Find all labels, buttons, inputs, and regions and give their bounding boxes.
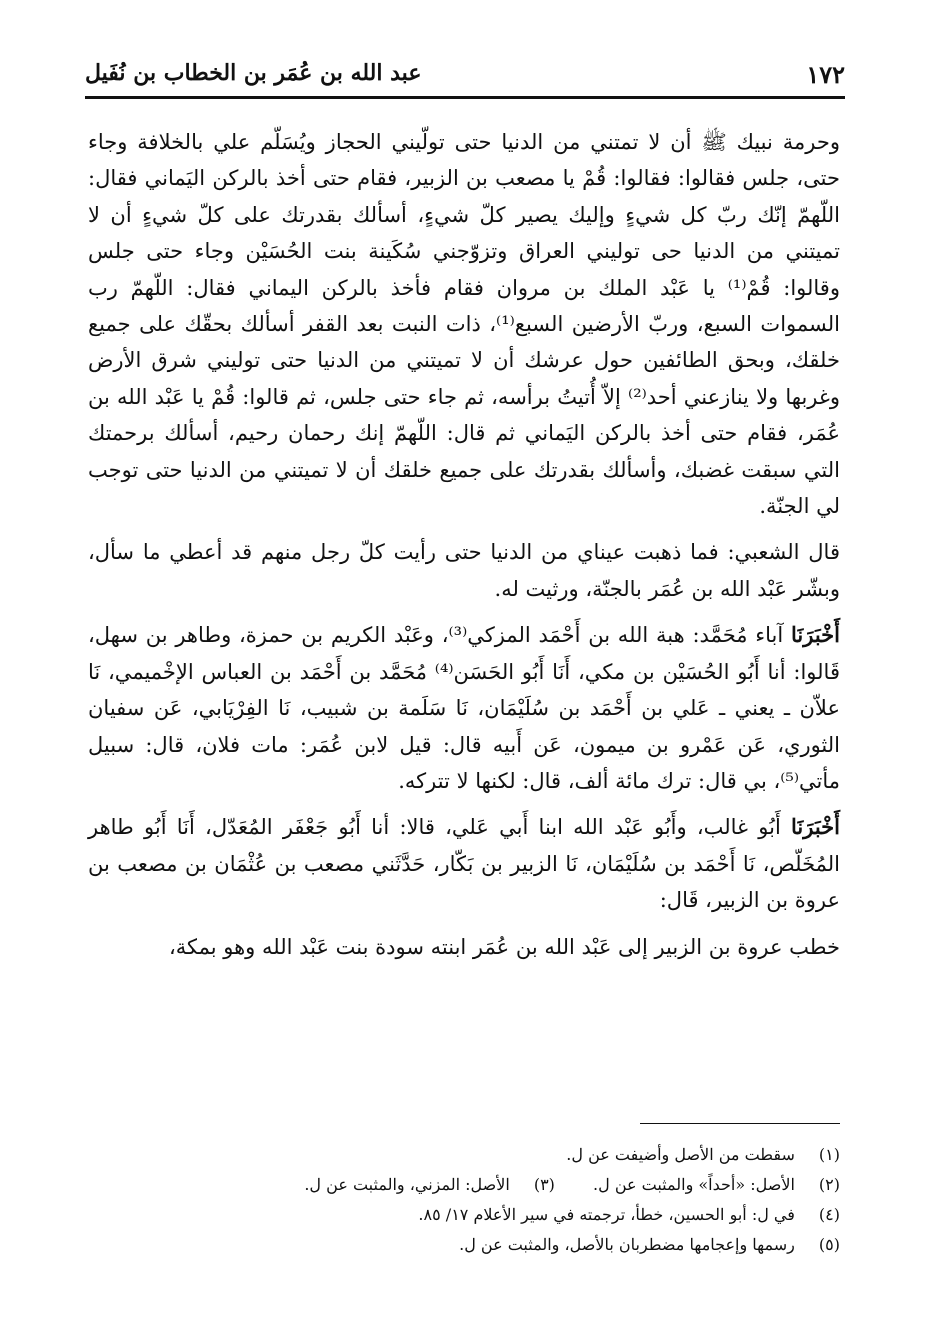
footnote-divider xyxy=(640,1123,840,1124)
header-divider xyxy=(85,96,845,99)
paragraph-3-lead-word: أَخْبَرَنَا xyxy=(791,622,840,648)
footnote-2-text: الأصل: «أحداً» والمثبت عن ل. xyxy=(593,1175,795,1194)
footnote-3-text: الأصل: المزني، والمثبت عن ل. xyxy=(304,1175,510,1194)
footnote-5 xyxy=(140,1230,840,1260)
footnote-4-text: في ل: أبو الحسين، خطأ، ترجمته في سير الأعلام ١٧/ ٨٥. xyxy=(418,1205,795,1224)
paragraph-1 xyxy=(88,124,840,524)
paragraph-4-lead-word: أَخْبَرَنَا xyxy=(791,814,840,840)
footnote-5-number: (٥) xyxy=(818,1235,840,1254)
paragraph-3-text: آباء مُحَمَّد: هبة الله بن أَحْمَد المزكي⁽³⁾، وعَبْد الكريم بن حمزة، وطاهر بن سهل، قَالوا: أنا أَبُو الحُسَيْن بن مكي، أَنَا أَبُو الحَسَن⁽⁴⁾ مُحَمَّد بن أَحْمَد بن العباس الإخْميمي، نَا علاّن ـ يعني ـ عَلي بن أَحْمَد بن سُلَيْمَان، نَا سَلَمة بن شبيب، نَا الفِرْيَابي، عَن سفيان الثوري، عَن عَمْرو بن ميمون، عَن أَبيه قال: قيل لابن عُمَر: مات فلان، قال: سبيل مأتي⁽⁵⁾، بي قال: ترك مائة ألف، قال: لكنها لا تتركه. xyxy=(88,623,840,793)
paragraph-2 xyxy=(88,534,840,607)
footnote-1-number: (١) xyxy=(818,1145,840,1164)
paragraph-5 xyxy=(88,929,840,965)
paragraph-5-text: خطب عروة بن الزبير إلى عَبْد الله بن عُمَر ابنته سودة بنت عَبْد الله وهو بمكة، xyxy=(168,934,840,959)
paragraph-1-text: وحرمة نبيك ﷺ أن لا تمتني من الدنيا حتى تولّيني الحجاز ويُسَلّم علي بالخلافة وجاء حتى، جلس فقالوا: فقالوا: قُمْ يا مصعب بن الزبير، فقام حتى أخذ بالركن اليَماني فقال: اللّهمّ إنّك ربّ كل شيءٍ وإليك يصير كلّ شيءٍ، أسألك بقدرتك على كلّ شيءٍ أن لا تميتني من الدنيا حى توليني العراق وتزوّجني سُكَينة بنت الحُسَيْن وجاء حتى جلس وقالوا: قُمْ⁽¹⁾ يا عَبْد الملك بن مروان فقام فأخذ بالركن اليماني فقال: اللّهمّ رب السموات السبع، وربّ الأرضين السبع⁽¹⁾، ذات النبت بعد القفر أسألك بحقّك على جميع خلقك، وبحق الطائفين حول عرشك أن لا تميتني من الدنيا حتى توليني شرق الأرض وغربها ولا ينازعني أحد⁽²⁾ إلاّ أُتيتُ برأسه، ثم جاء حتى جلس، ثم قالوا: قُمْ يا عَبْد الله بن عُمَر، فقام حتى أخذ بالركن اليَماني ثم قال: اللّهمّ إنك رحمان رحيم، أسألك برحمتك التي سبقت غضبك، وأسألك بقدرتك على جميع خلقك أن لا تميتني من الدنيا حتى توجب لي الجنّة. xyxy=(88,130,840,519)
main-text xyxy=(88,124,840,965)
page-number: ١٧٢ xyxy=(806,60,845,89)
footnote-2-number: (٢) xyxy=(818,1175,840,1194)
footnote-2 xyxy=(560,1170,840,1200)
footnotes xyxy=(140,1140,840,1260)
paragraph-4-text: أَبُو غالب، وأَبُو عَبْد الله ابنا أَبي عَلي، قالا: أنا أَبُو جَعْفَر المُعَدّل، أَنَا أَبُو طاهر المُخَلّص، نَا أَحْمَد بن سُلَيْمَان، نَا الزبير بن بَكّار، حَدَّثَني مصعب بن عُثْمَان بن مصعب بن عروة بن الزبير، قَال: xyxy=(88,815,840,913)
footnote-3-number: (٣) xyxy=(533,1175,555,1194)
footnote-1 xyxy=(140,1140,840,1170)
page-header xyxy=(85,58,845,98)
paragraph-4 xyxy=(88,809,840,918)
running-title: عبد الله بن عُمَر بن الخطاب بن نُفَيل xyxy=(85,60,422,86)
paragraph-3 xyxy=(88,617,840,799)
paragraph-2-text: قال الشعبي: فما ذهبت عيناي من الدنيا حتى رأيت كلّ رجل منهم قد أعطي ما سأل، وبشّر عَبْد الله بن عُمَر بالجنّة، ورثيت له. xyxy=(88,540,840,601)
footnote-1-text: سقطت من الأصل وأضيفت عن ل. xyxy=(566,1145,795,1164)
footnote-3 xyxy=(304,1175,555,1194)
footnote-row-2-3 xyxy=(140,1170,840,1200)
footnote-5-text: رسمها وإعجامها مضطربان بالأصل، والمثبت عن ل. xyxy=(459,1235,795,1254)
footnote-4-number: (٤) xyxy=(818,1205,840,1224)
footnote-4 xyxy=(140,1200,840,1230)
